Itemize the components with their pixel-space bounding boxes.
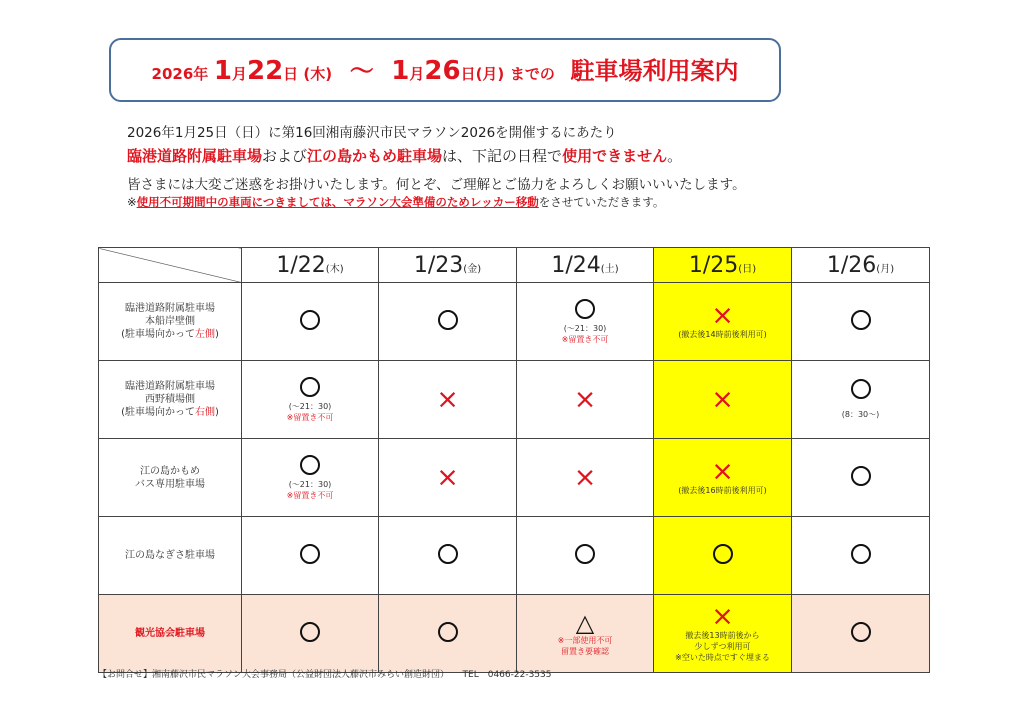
unavailable-mark: × xyxy=(436,383,459,415)
available-mark xyxy=(851,379,871,399)
title-start-dow: 日 (木) xyxy=(283,65,333,83)
status-cell xyxy=(517,517,654,595)
unavailable-mark: × xyxy=(711,456,734,487)
date-header: 1/26(月) xyxy=(792,248,930,283)
status-cell xyxy=(792,283,930,361)
unavailable-mark: × xyxy=(573,383,597,415)
status-cell xyxy=(242,595,379,673)
lot-name-rinko: 臨港道路附属駐車場 xyxy=(127,147,263,165)
table-row xyxy=(99,517,930,595)
title-year: 2026年 xyxy=(151,65,209,83)
available-mark xyxy=(300,544,320,564)
status-cell xyxy=(379,595,517,673)
status-cell xyxy=(379,517,517,595)
parking-schedule-table xyxy=(98,247,930,673)
status-cell xyxy=(517,361,654,439)
table-row xyxy=(99,361,930,439)
available-mark xyxy=(851,622,871,642)
available-mark xyxy=(438,622,458,642)
status-cell: (〜21：30) ※留置き不可 xyxy=(242,361,379,439)
available-mark xyxy=(300,310,320,330)
date-header: 1/23(金) xyxy=(379,248,517,283)
status-cell xyxy=(242,283,379,361)
title-wave: 〜 xyxy=(349,57,374,85)
status-cell xyxy=(517,439,654,517)
page-title: 駐車場利用案内 xyxy=(570,57,739,85)
available-mark xyxy=(300,622,320,642)
title-start-month: 1 xyxy=(213,56,232,86)
lot-name-cell: 江の島なぎさ駐車場 xyxy=(99,517,242,595)
title-end-month: 1 xyxy=(391,56,410,86)
available-mark xyxy=(575,299,595,319)
unavailable-mark: × xyxy=(711,300,734,331)
status-cell xyxy=(242,517,379,595)
notice-end: 。 xyxy=(667,147,683,165)
available-mark xyxy=(575,544,595,564)
status-cell: × 撤去後13時前後から 少しずつ利用可 ※空いた時点ですぐ埋まる xyxy=(654,595,792,673)
title-end-day: 26 xyxy=(424,56,461,86)
unavailable-mark: × xyxy=(436,461,459,493)
available-mark xyxy=(713,544,733,564)
contact-footer xyxy=(98,667,552,680)
lot-name-cell: 臨港道路附属駐車場 西野積場側 (駐車場向かって右側) xyxy=(99,361,242,439)
status-cell: (〜21：30) ※留置き不可 xyxy=(517,283,654,361)
available-mark xyxy=(300,455,320,475)
status-cell xyxy=(379,439,517,517)
contact-label: 【お問合せ】湘南藤沢市民マラソン大会事務局（公益財団法人藤沢市みらい創造財団） xyxy=(98,670,445,680)
available-mark xyxy=(300,377,320,397)
available-mark xyxy=(851,310,871,330)
status-cell: △ ※一部使用不可 留置き要確認 xyxy=(517,595,654,673)
title-end-dow: 日(月) xyxy=(460,65,505,83)
partial-mark: △ xyxy=(575,608,595,637)
unavailable-mark: × xyxy=(711,601,734,632)
table-row xyxy=(99,439,930,517)
lot-name-cell: 観光協会駐車場 xyxy=(99,595,242,673)
unavailable-text: 使用できません xyxy=(562,147,668,165)
table-row xyxy=(99,283,930,361)
unavailable-mark: × xyxy=(711,383,734,415)
status-cell xyxy=(792,595,930,673)
available-mark xyxy=(851,544,871,564)
notice-mid: は、下記の日程で xyxy=(442,147,563,165)
title-month-suffix: 月 xyxy=(231,65,247,83)
available-mark xyxy=(851,466,871,486)
status-cell xyxy=(379,361,517,439)
lot-name-cell: 臨港道路附属駐車場 本船岸壁側 (駐車場向かって左側) xyxy=(99,283,242,361)
title-start-day: 22 xyxy=(246,56,284,86)
date-header: 1/24(土) xyxy=(517,248,654,283)
status-cell: (8：30〜) xyxy=(792,361,930,439)
notice-line-4-end: をさせていただきます。 xyxy=(538,195,665,209)
title-banner xyxy=(109,38,781,102)
notice-and: および xyxy=(262,147,308,165)
status-cell xyxy=(654,361,792,439)
title-until: までの xyxy=(509,65,555,83)
status-cell xyxy=(792,439,930,517)
table-row xyxy=(99,595,930,673)
available-mark xyxy=(438,544,458,564)
title-end-month-suffix: 月 xyxy=(409,65,425,83)
status-cell: (〜21：30) ※留置き不可 xyxy=(242,439,379,517)
date-header-race-day: 1/25(日) xyxy=(654,248,792,283)
lot-name-cell: 江の島かもめ バス専用駐車場 xyxy=(99,439,242,517)
notice-line-4 xyxy=(127,194,664,210)
lot-name-kamome: 江の島かもめ駐車場 xyxy=(307,147,443,165)
status-cell xyxy=(379,283,517,361)
notice-line-2 xyxy=(127,145,682,166)
status-cell: × (撤去後14時前後利用可) xyxy=(654,283,792,361)
tow-warning: 使用不可期間中の車両につきましては、マラソン大会準備のためレッカー移動 xyxy=(136,195,539,209)
status-cell: × (撤去後16時前後利用可) xyxy=(654,439,792,517)
status-cell xyxy=(654,517,792,595)
notice-mark: ※ xyxy=(127,195,137,209)
status-cell xyxy=(792,517,930,595)
date-header: 1/22(木) xyxy=(242,248,379,283)
unavailable-mark: × xyxy=(573,461,597,493)
available-mark xyxy=(438,310,458,330)
date-header-row xyxy=(99,248,930,283)
notice-line-3: 皆さまには大変ご迷惑をお掛けいたします。何とぞ、ご理解とご協力をよろしくお願いいいたします。 xyxy=(127,177,746,193)
corner-cell xyxy=(99,248,242,283)
notice-line-1: 2026年1月25日（日）に第16回湘南藤沢市民マラソン2026を開催するにあたり xyxy=(127,125,617,141)
contact-tel: TEL 0466-22-3535 xyxy=(462,670,552,680)
